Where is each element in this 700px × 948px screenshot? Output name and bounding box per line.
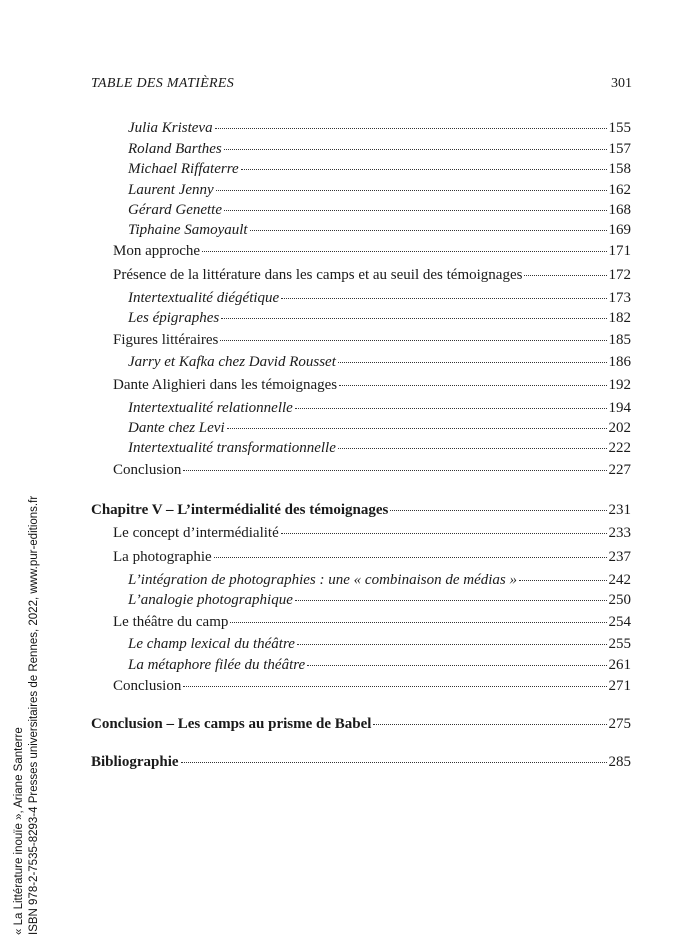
toc-entry-title: Conclusion	[113, 678, 182, 694]
toc-entry	[128, 634, 631, 654]
toc-entry-title: Intertextualité diégétique	[128, 290, 280, 306]
toc-entry	[128, 590, 631, 610]
toc-entry-title: Julia Kristeva	[128, 120, 213, 136]
toc-entry-title: Tiphaine Samoyault	[128, 222, 248, 238]
dot-leader	[224, 210, 607, 211]
dot-leader	[307, 665, 606, 666]
toc-entry-page: 155	[608, 120, 631, 136]
toc-entry-page: 194	[608, 400, 631, 416]
toc-entry-page: 275	[608, 716, 631, 732]
toc-entry-title: Chapitre V – L’intermédialité des témoignages	[91, 502, 389, 518]
dot-leader	[338, 448, 607, 449]
toc-entry	[113, 241, 631, 261]
toc-entry	[128, 288, 631, 308]
toc-entry	[128, 118, 631, 138]
dot-leader	[281, 298, 606, 299]
dot-leader	[295, 600, 607, 601]
toc-entry-title: L’analogie photographique	[128, 592, 293, 608]
dot-leader	[216, 190, 607, 191]
toc-entry-title: Gérard Genette	[128, 202, 222, 218]
toc-entry-title: Figures littéraires	[113, 332, 219, 348]
toc-entry-page: 202	[608, 420, 631, 436]
toc-entry-title: Michael Riffaterre	[128, 161, 239, 177]
toc-entry-page: 255	[608, 636, 631, 652]
toc-entry-title: Jarry et Kafka chez David Rousset	[128, 354, 336, 370]
toc-entry	[128, 398, 631, 418]
toc-entry	[91, 714, 631, 734]
toc-entry-title: Présence de la littérature dans les camps et au seuil des témoignages	[113, 267, 523, 283]
dot-leader	[295, 408, 607, 409]
dot-leader	[215, 128, 607, 129]
toc-entry	[128, 570, 631, 590]
toc-entry-page: 222	[608, 440, 631, 456]
copyright-notice	[12, 375, 42, 935]
toc-entry	[128, 139, 631, 159]
toc-entry-page: 162	[608, 182, 631, 198]
toc-entry-title: Intertextualité relationnelle	[128, 400, 293, 416]
dot-leader	[230, 622, 606, 623]
toc-entry-title: Roland Barthes	[128, 141, 222, 157]
toc-entry-page: 233	[608, 525, 631, 541]
toc-entry-title: La métaphore filée du théâtre	[128, 657, 306, 673]
toc-entry-title: Conclusion	[113, 462, 182, 478]
page-number: 301	[611, 76, 632, 91]
toc-entry	[113, 375, 631, 395]
toc-entry-title: Dante chez Levi	[128, 420, 225, 436]
dot-leader	[373, 724, 606, 725]
toc-entry-page: 237	[608, 549, 631, 565]
toc-entry	[113, 676, 631, 696]
dot-leader	[183, 470, 606, 471]
toc-entry-page: 173	[608, 290, 631, 306]
dot-leader	[183, 686, 606, 687]
toc-entry-page: 250	[608, 592, 631, 608]
toc-entry-title: Laurent Jenny	[128, 182, 214, 198]
toc-entry-page: 169	[608, 222, 631, 238]
toc-entry-page: 186	[608, 354, 631, 370]
toc-entry	[113, 330, 631, 350]
dot-leader	[214, 557, 607, 558]
toc-entry-title: Dante Alighieri dans les témoignages	[113, 377, 338, 393]
dot-leader	[181, 762, 607, 763]
toc-entry-page: 182	[608, 310, 631, 326]
toc-entry	[113, 265, 631, 285]
toc-entry-page: 285	[608, 754, 631, 770]
toc-entry	[128, 418, 631, 438]
toc-entry-page: 242	[608, 572, 631, 588]
dot-leader	[339, 385, 606, 386]
toc-entry	[91, 752, 631, 772]
toc-entry-title: Le théâtre du camp	[113, 614, 229, 630]
toc-entry-title: Le champ lexical du théâtre	[128, 636, 295, 652]
toc-entry-page: 227	[608, 462, 631, 478]
toc-entry-page: 185	[608, 332, 631, 348]
toc-entry	[128, 180, 631, 200]
toc-entry-page: 261	[608, 657, 631, 673]
dot-leader	[281, 533, 607, 534]
running-title: TABLE DES MATIÈRES	[91, 76, 235, 91]
toc-entry-title: Conclusion – Les camps au prisme de Babel	[91, 716, 372, 732]
toc-entry-title: Les épigraphes	[128, 310, 220, 326]
toc-entry-page: 231	[608, 502, 631, 518]
toc-entry-title: L’intégration de photographies : une « combinaison de médias »	[128, 572, 517, 588]
toc-entry	[128, 220, 631, 240]
toc-entry	[128, 655, 631, 675]
toc-entry-page: 254	[608, 614, 631, 630]
toc-entry-page: 192	[608, 377, 631, 393]
toc-entry-title: Le concept d’intermédialité	[113, 525, 279, 541]
toc-entry-title: Intertextualité transformationnelle	[128, 440, 336, 456]
dot-leader	[224, 149, 607, 150]
toc-entry-page: 271	[608, 678, 631, 694]
toc-entry	[91, 500, 631, 520]
toc-entry	[113, 460, 631, 480]
toc-entry	[113, 612, 631, 632]
toc-entry	[128, 308, 631, 328]
toc-entry-page: 172	[608, 267, 631, 283]
toc-entry-page: 171	[608, 243, 631, 259]
dot-leader	[220, 340, 606, 341]
dot-leader	[338, 362, 607, 363]
copyright-notice-line-2: ISBN 978-2-7535-8293-4 Presses universitaires de Rennes, 2022, www.pur-editions.fr	[28, 495, 40, 935]
toc-entry-page: 158	[608, 161, 631, 177]
toc-entry-title: La photographie	[113, 549, 212, 565]
toc-entry-title: Mon approche	[113, 243, 201, 259]
toc-entry-page: 157	[608, 141, 631, 157]
dot-leader	[202, 251, 606, 252]
toc-entry	[128, 438, 631, 458]
dot-leader	[390, 510, 606, 511]
dot-leader	[227, 428, 607, 429]
toc-entry-title: Bibliographie	[91, 754, 179, 770]
toc-entry	[128, 159, 631, 179]
toc-entry-page: 168	[608, 202, 631, 218]
dot-leader	[524, 275, 606, 276]
copyright-notice-line-1: « La Littérature inouïe », Ariane Santerre	[13, 727, 25, 935]
dot-leader	[519, 580, 607, 581]
toc-entry	[113, 547, 631, 567]
toc-entry	[128, 200, 631, 220]
toc-entry	[128, 352, 631, 372]
dot-leader	[250, 230, 607, 231]
dot-leader	[297, 644, 607, 645]
dot-leader	[241, 169, 607, 170]
toc-entry	[113, 523, 631, 543]
dot-leader	[221, 318, 606, 319]
